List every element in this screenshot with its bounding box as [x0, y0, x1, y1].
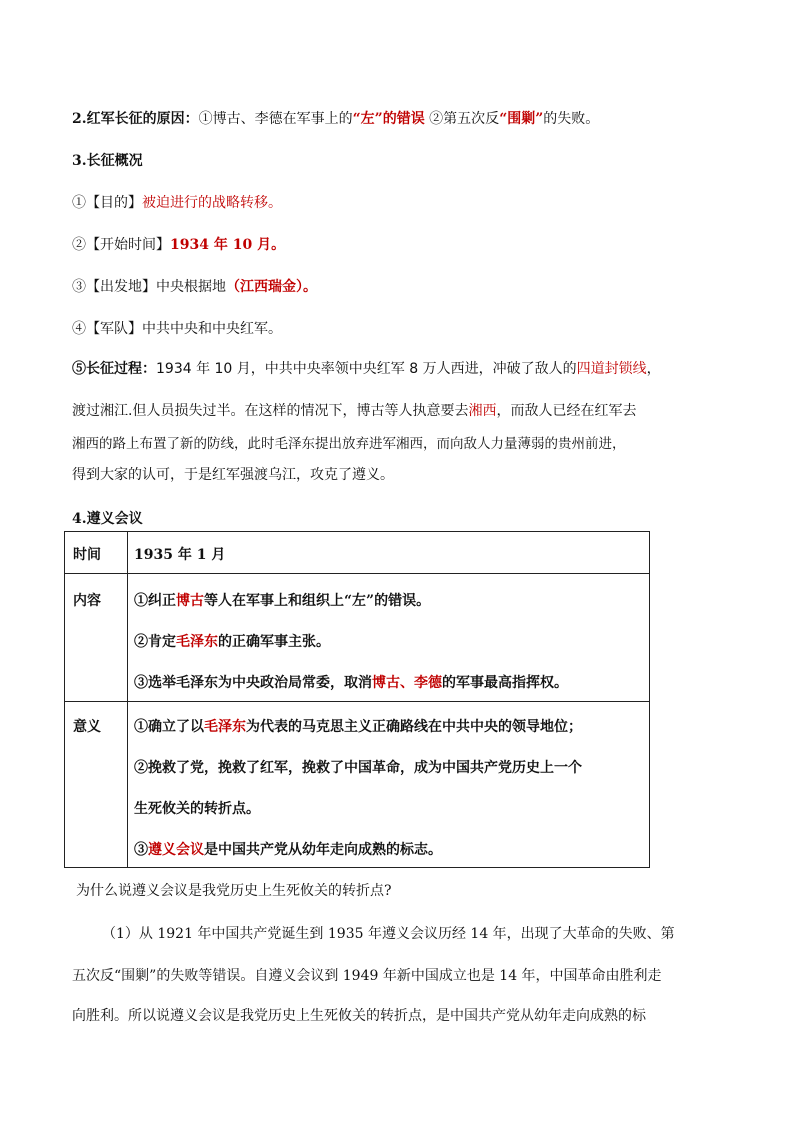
table-row-time — [65, 532, 650, 574]
content1-a: ①纠正 — [134, 593, 176, 609]
section3-item5-line3: 湘西的路上布置了新的防线，此时毛泽东提出放弃进军湘西，而向敌人力量薄弱的贵州前进， — [72, 436, 626, 452]
section3-item5-line2 — [72, 400, 636, 420]
meaning3-a: ③ — [134, 842, 148, 858]
section2-reason1-highlight: “左”的错误 — [352, 111, 425, 127]
meaning-label: 意义 — [65, 702, 128, 868]
content-cell — [128, 574, 650, 702]
section2-reason2-prefix: ②第五次反 — [424, 111, 500, 127]
meaning3-hl: 遵义会议 — [148, 842, 204, 858]
section3-item1 — [72, 192, 282, 212]
item3-label: ③【出发地】 — [72, 279, 156, 295]
time-value: 1935 年 1 月 — [134, 547, 226, 563]
table-row-content — [65, 574, 650, 702]
content-item-2 — [128, 631, 649, 672]
question-para-line3: 向胜利。所以说遵义会议是我党历史上生死攸关的转折点，是中国共产党从幼年走向成熟的标 — [72, 1008, 646, 1024]
question-para-line1: （1）从 1921 年中国共产党诞生到 1935 年遵义会议历经 14 年，出现了大革命的失败、第 — [102, 926, 675, 942]
item2-value: 1934 年 10 月。 — [170, 237, 286, 253]
item5-line2-highlight: 湘西 — [468, 403, 497, 419]
question-title: 为什么说遵义会议是我党历史上生死攸关的转折点? — [76, 883, 392, 899]
content1-hl: 博古 — [176, 593, 204, 609]
section2-line — [72, 108, 599, 128]
item5-line1: 1934 年 10 月，中共中央率领中央红军 8 万人西进，冲破了敌人的 — [156, 361, 577, 377]
section2-reason1-prefix: ①博古、李德在军事上的 — [198, 111, 353, 127]
section2-reason2-suffix: 的失败。 — [543, 111, 600, 127]
section3-title: 3.长征概况 — [72, 153, 143, 169]
table-row-meaning — [65, 702, 650, 868]
meaning-item-2-line2: 生死攸关的转折点。 — [134, 801, 260, 817]
meaning1-hl: 毛泽东 — [204, 719, 246, 735]
content-label: 内容 — [65, 574, 128, 702]
item1-value: 被迫进行的战略转移。 — [142, 195, 282, 211]
content1-b: 等人在军事上和组织上“左”的错误。 — [204, 593, 431, 609]
meaning-cell — [128, 702, 650, 868]
content2-b: 的正确军事主张。 — [218, 634, 330, 650]
meaning-item-2-line1: ②挽救了党，挽救了红军，挽救了中国革命，成为中国共产党历史上一个 — [134, 760, 582, 776]
time-label: 时间 — [65, 532, 128, 574]
content3-b: 的军事最高指挥权。 — [442, 675, 568, 691]
section2-title: 2.红军长征的原因： — [72, 111, 199, 127]
section2-reason2-highlight: “围剿” — [499, 111, 544, 127]
section3-item2 — [72, 234, 285, 254]
meaning1-a: ①确立了以 — [134, 719, 204, 735]
time-value-cell — [128, 532, 650, 574]
section4-title: 4.遵义会议 — [72, 511, 143, 527]
content3-hl: 博古、李德 — [372, 675, 442, 691]
content3-a: ③选举毛泽东为中央政治局常委，取消 — [134, 675, 372, 691]
item4-label: ④【军队】 — [72, 321, 142, 337]
section3-item4 — [72, 318, 282, 338]
content-item-3 — [128, 672, 649, 692]
section3-item5-line1 — [72, 358, 661, 378]
meaning3-b: 是中国共产党从幼年走向成熟的标志。 — [204, 842, 442, 858]
meaning-item-3 — [128, 839, 649, 859]
meaning1-b: 为代表的马克思主义正确路线在中共中央的领导地位； — [246, 719, 582, 735]
item4-value: 中共中央和中央红军。 — [142, 321, 282, 337]
content2-hl: 毛泽东 — [176, 634, 218, 650]
item5-line2-a: 渡过湘江.但人员损失过半。在这样的情况下，博古等人执意要去 — [72, 403, 469, 419]
content-item-1 — [128, 590, 649, 631]
question-para-line2: 五次反“围剿”的失败等错误。自遵义会议到 1949 年新中国成立也是 14 年，中国革命由胜利走 — [72, 968, 662, 984]
content2-a: ②肯定 — [134, 634, 176, 650]
item5-line2-b: ，而敌人已经在红军去 — [496, 403, 637, 419]
section3-item5-line4: 得到大家的认可，于是红军强渡乌江，攻克了遵义。 — [72, 467, 394, 483]
item2-label: ②【开始时间】 — [72, 237, 170, 253]
item3-text: 中央根据地 — [156, 279, 226, 295]
item5-line1-end: ， — [646, 361, 661, 377]
item5-label: ⑤长征过程： — [72, 361, 156, 377]
zunyi-meeting-table — [64, 531, 650, 868]
item5-line1-highlight: 四道封锁线 — [576, 361, 647, 377]
section3-item3 — [72, 276, 317, 296]
meaning-item-1 — [128, 716, 649, 757]
item3-value: （江西瑞金）。 — [226, 279, 317, 295]
item1-label: ①【目的】 — [72, 195, 142, 211]
